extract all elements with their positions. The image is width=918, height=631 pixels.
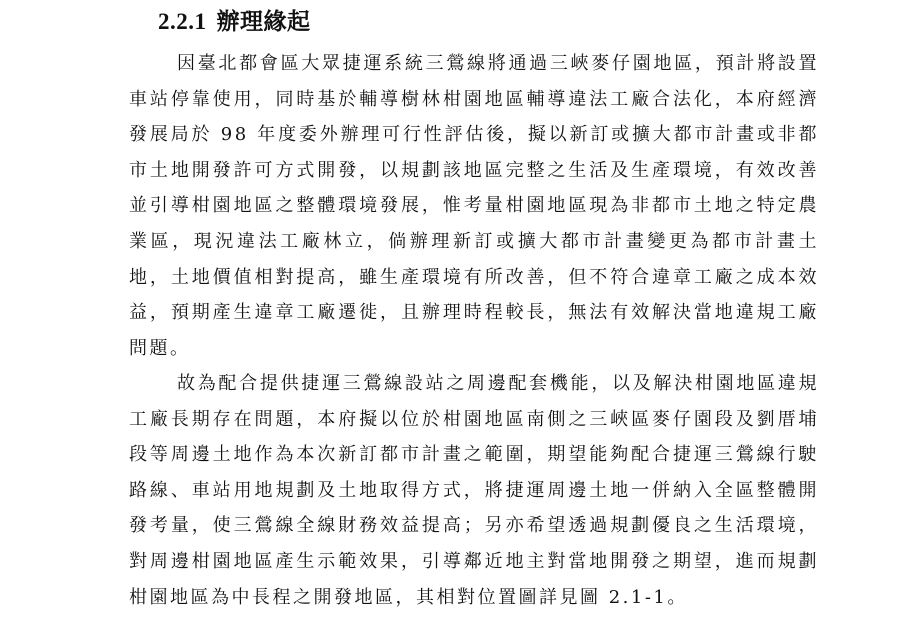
paragraph-planning-scope: 故為配合提供捷運三鶯線設站之周邊配套機能，以及解決柑園地區違規工廠長期存在問題，本府擬以位於柑園地區南側之三峽區麥仔園段及劉厝埔段等周邊土地作為本次新訂都市計畫之範圍，期望能夠配合捷運三鶯線行駛路線、車站用地規劃及土地取得方式，將捷運周邊土地一併納入全區整體開發考量，使三鶯線全線財務效益提高；另亦希望透過規劃優良之生活環境，對周邊柑園地區產生示範效果，引導鄰近地主對當地開發之期望，進而規劃柑園地區為中長程之開發地區，其相對位置圖詳見圖 2.1-1。	[129, 373, 819, 608]
section-heading	[158, 6, 311, 38]
section-number: 2.2.1	[158, 9, 207, 34]
paragraph-background: 因臺北都會區大眾捷運系統三鶯線將通過三峽麥仔園地區，預計將設置車站停靠使用，同時基於輔導樹林柑園地區輔導違法工廠合法化，本府經濟發展局於 98 年度委外辦理可行性評估後，擬以新訂或擴大都市計畫或非都市土地開發許可方式開發，以規劃該地區完整之生活及生產環境，有效改善並引導柑園地區之整體環境發展，惟考量柑園地區現為非都市土地之特定農業區，現況違法工廠林立，倘辦理新訂或擴大都市計畫變更為都市計畫土地，土地價值相對提高，雖生產環境有所改善，但不符合違章工廠之成本效益，預期產生違章工廠遷徙，且辦理時程較長，無法有效解決當地違規工廠問題。	[129, 53, 819, 359]
section-title: 辦理緣起	[216, 9, 311, 34]
